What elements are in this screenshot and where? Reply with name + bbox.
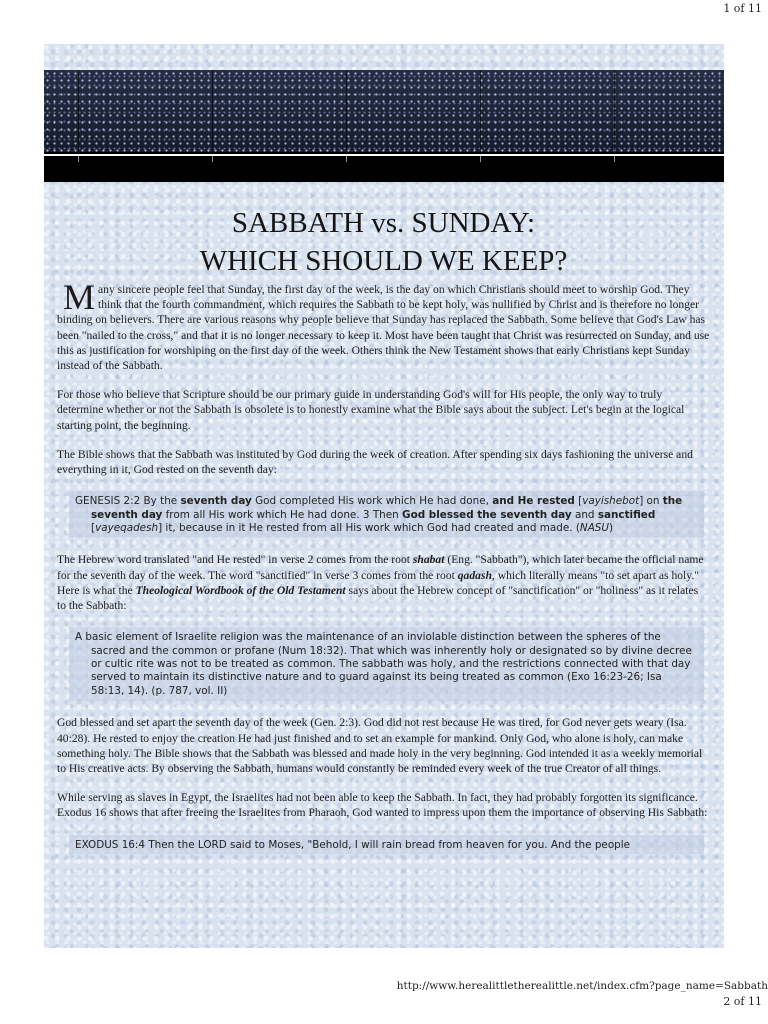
quote-bold: and He rested — [492, 495, 575, 508]
exodus-quote-text: EXODUS 16:4 Then the LORD said to Moses, "Behold, I will rain bread from heaven for you. And the people — [75, 838, 631, 851]
banner-tile-divider — [78, 70, 79, 152]
paragraph-intro — [57, 277, 710, 373]
paragraph-creation: The Bible shows that the Sabbath was instituted by God during the week of creation. After spending six days fashioning the universe and everything in it, God rested on the seventh day: — [57, 447, 693, 477]
article-body — [57, 204, 710, 854]
paragraph-text: (Eng. "Sabbath"), which later became the official name for the seventh day of the week. The word "sanctified" in verse 3 comes from the root — [57, 553, 704, 582]
banner-tick — [212, 156, 213, 162]
banner-tick — [346, 156, 347, 162]
source-url: http://www.herealittletherealittle.net/index.cfm?page_name=Sabbath — [396, 980, 768, 992]
quote-text: God completed His work which He had done, — [251, 495, 493, 508]
header-banner-image — [44, 70, 724, 182]
wordbook-quote — [69, 627, 704, 701]
paragraph-blessed-seventh-day: God blessed and set apart the seventh day of the week (Gen. 2:3). God did not rest because He was tired, for God never gets weary (Isa. 40:28). He rested to enjoy the creation He had just finished and to set an example for mankind. Only God, who alone is holy, can make something holy. The Bible shows that the Sabbath was blessed and made holy in the very beginning. God intended it as a weekly memorial to His creative acts. By observing the Sabbath, humans would constantly be reminded every week of the true Creator of all things. — [57, 716, 703, 775]
quote-italic: NASU — [579, 522, 610, 535]
paragraph-scripture-guide: For those who believe that Scripture should be our primary guide in understanding God's will for His people, the only way to truly determine whether or not the Sabbath is obsolete is to honestly examine what the Bible says about the subject. Let's begin at the logical starting point, the beginning. — [57, 388, 685, 432]
hebrew-term: shabat — [412, 553, 445, 567]
quote-text: and — [571, 508, 598, 521]
paragraph-text: says about the Hebrew concept of "sanctification" or "holiness" as it relates to the Sabbath: — [57, 583, 699, 613]
article-title — [57, 204, 710, 280]
quote-bold: God blessed the seventh day — [402, 508, 572, 521]
paragraph-intro-text: any sincere people feel that Sunday, the first day of the week, is the day on which Christians should meet to worship God. They think that the fourth commandment, which requires the Sabbath to be kept holy, was nullified by Christ and is therefore no longer binding on believers. There are various reasons why people believe that Sunday has replaced the Sabbath. Some believe that God's Law has been "nailed to the cross," and that it is no longer necessary to keep it. Most have been taught that Christ was resurrected on Sunday, and use this as justification for worshiping on the first day of the week. Others think the New Testament shows that early Christians kept Sunday instead of the Sabbath. — [57, 283, 710, 373]
banner-tile-divider — [346, 70, 347, 152]
banner-tile-divider — [614, 70, 615, 152]
banner-tick — [480, 156, 481, 162]
banner-tick — [614, 156, 615, 162]
quote-italic: vayeqadesh — [95, 522, 159, 535]
paragraph-israelites-egypt: While serving as slaves in Egypt, the Israelites had not been able to keep the Sabbath. In fact, they had probably forgotten its significance. Exodus 16 shows that after freeing the Israelites from Pharaoh, God wanted to impress upon them the importance of observing His Sabbath: — [57, 791, 708, 820]
scripture-quote-exodus — [69, 835, 704, 854]
page-count-top: 1 of 11 — [723, 2, 762, 15]
hebrew-term: qadash — [457, 568, 492, 582]
quote-italic: vayishebot — [582, 495, 640, 508]
banner-tick — [78, 156, 79, 162]
banner-tile-divider — [480, 70, 481, 152]
paragraph-text: The Hebrew word translated "and He rested" in verse 2 comes from the root — [57, 553, 413, 567]
drop-cap: M — [63, 277, 96, 317]
quote-text: ] on — [639, 495, 663, 508]
quote-text: from all His work which He had done. 3 Then — [162, 508, 403, 521]
quote-text: [ — [574, 495, 583, 508]
scripture-quote-genesis — [69, 491, 704, 538]
quote-text: ] it, because in it He rested from all His work which God had created and made. ( — [158, 522, 580, 535]
banner-tile-divider — [212, 70, 213, 152]
book-title: Theological Wordbook of the Old Testament — [135, 583, 346, 597]
quote-bold: seventh day — [180, 495, 252, 508]
wordbook-quote-text: A basic element of Israelite religion was the maintenance of an inviolable distinction between the spheres of the sacred and the common or profane (Num 18:32). That which was inherently holy or designated so by divine decree or cultic rite was not to be treated as common. The sabbath was holy, and the restrictions connected with that day served to maintain its distinctive nature and to guard against its being treated as common (Exo 16:23-26; Isa 58:13, 14). (p. 787, vol. II) — [75, 631, 692, 697]
starfield-banner — [44, 70, 724, 152]
quote-bold: the seventh day — [91, 495, 683, 521]
quote-text: ) — [609, 522, 614, 535]
quote-bold: sanctified — [597, 508, 656, 521]
paragraph-hebrew-words — [57, 552, 710, 613]
title-line-2: WHICH SHOULD WE KEEP? — [199, 245, 568, 277]
quote-text: [ — [91, 522, 96, 535]
quote-text: GENESIS 2:2 By the — [75, 495, 181, 508]
document-page — [44, 44, 724, 948]
banner-stripe — [44, 154, 724, 156]
page-count-bottom: 2 of 11 — [723, 995, 762, 1008]
title-line-1: SABBATH vs. SUNDAY: — [231, 207, 536, 239]
paragraph-text: , which literally means "to set apart as holy." Here is what the — [57, 568, 699, 597]
